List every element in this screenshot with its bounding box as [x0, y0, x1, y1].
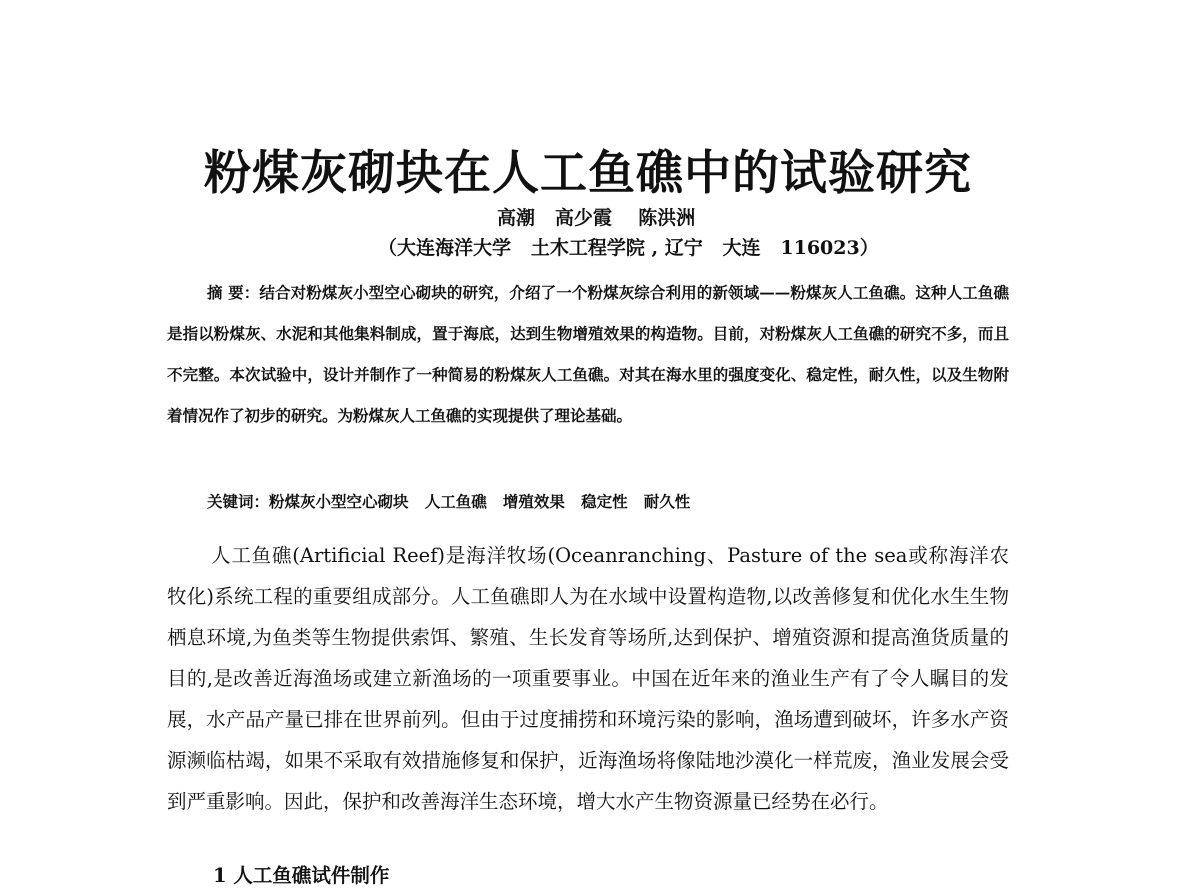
abstract-paragraph: 摘 要：结合对粉煤灰小型空心砌块的研究，介绍了一个粉煤灰综合利用的新领域——粉煤灰人工鱼礁。这种人工鱼礁是指以粉煤灰、水泥和其他集料制成，置于海底，达到生物增殖效果的构造物。目前，对粉煤灰人工鱼礁的研究不多，而且不完整。本次试验中，设计并制作了一种简易的粉煤灰人工鱼礁。对其在海水里的强度变化、稳定性，耐久性，以及生物附着情况作了初步的研究。为粉煤灰人工鱼礁的实现提供了理论基础。 — [167, 283, 1009, 425]
section-heading: 1 人工鱼礁试件制作 — [213, 864, 390, 887]
author-affiliation: （大连海洋大学 土木工程学院 , 辽宁 大连 116023） — [378, 237, 879, 259]
intro-paragraph: 人工鱼礁(Artificial Reef)是海洋牧场(Oceanranching、Pasture of the sea或称海洋农牧化)系统工程的重要组成部分。人工鱼礁即人为在水域中设置构造物,以改善修复和优化水生生物栖息环境,为鱼类等生物提供索饵、繁殖、生长发育等场所,达到保护、增殖资源和提高渔货质量的目的,是改善近海渔场或建立新渔场的一项重要事业。中国在近年来的渔业生产有了令人瞩目的发展，水产品产量已排在世界前列。但由于过度捕捞和环境污染的影响，渔场遭到破坏，许多水产资源濒临枯竭，如果不采取有效措施修复和保护，近海渔场将像陆地沙漠化一样荒废，渔业发展会受到严重影响。因此，保护和改善海洋生态环境，增大水产生物资源量已经势在必行。 — [167, 544, 1009, 813]
keywords-line: 关键词：粉煤灰小型空心砌块 人工鱼礁 增殖效果 稳定性 耐久性 — [207, 492, 691, 511]
paper-title: 粉煤灰砌块在人工鱼礁中的试验研究 — [204, 146, 972, 201]
author-list: 高潮 高少霞 陈洪洲 — [497, 207, 696, 229]
